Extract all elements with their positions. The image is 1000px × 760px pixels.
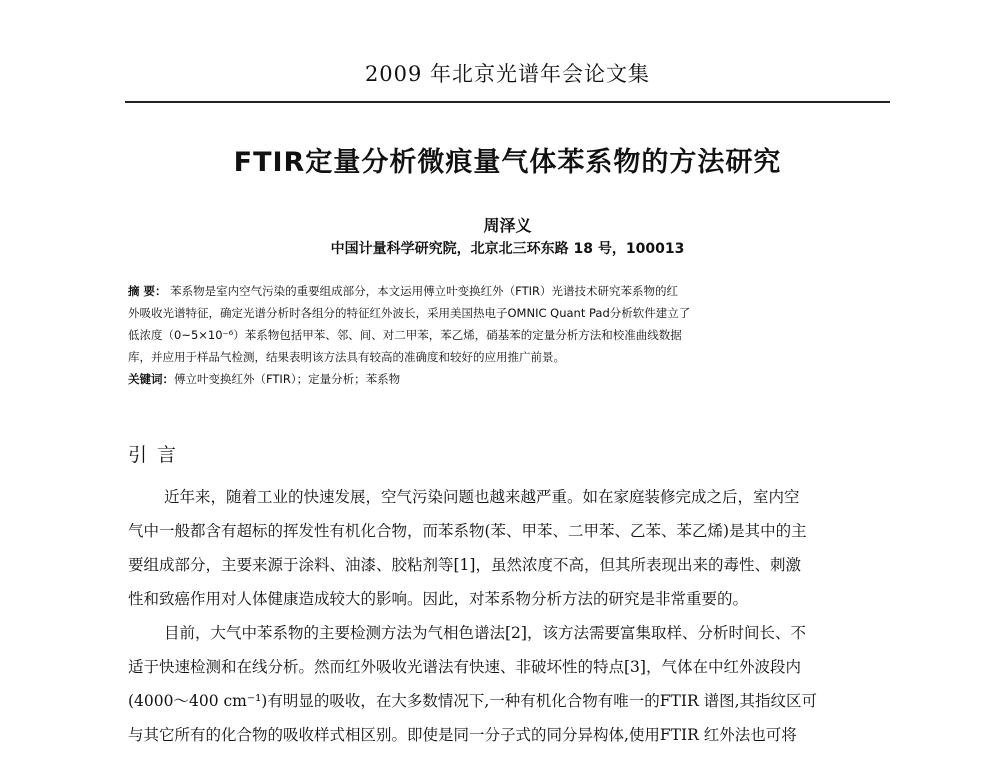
section-heading-intro: 引 言 <box>128 444 179 466</box>
running-header: 2009 年北京光谱年会论文集 <box>364 62 651 86</box>
keywords-text: 傅立叶变换红外（FTIR）；定量分析；苯系物 <box>174 372 401 386</box>
body-line: 性和致癌作用对人体健康造成较大的影响。因此，对苯系物分析方法的研究是非常重要的。 <box>128 590 749 608</box>
body-line: 要组成部分，主要来源于涂料、油漆、胶粘剂等[1]，虽然浓度不高，但其所表现出来的毒性、刺激 <box>128 556 801 574</box>
abstract-line: 外吸收光谱特征，确定光谱分析时各组分的特征红外波长，采用美国热电子OMNIC Quant Pad分析软件建立了 <box>128 306 691 320</box>
keywords-line <box>128 368 863 390</box>
author-affiliation: 中国计量科学研究院，北京北三环东路 18 号，100013 <box>330 241 685 257</box>
body-line: 与其它所有的化合物的吸收样式相区别。即使是同一分子式的同分异构体,使用FTIR 红外法也可将 <box>128 726 797 744</box>
header-rule <box>125 101 890 103</box>
abstract-line: 库，并应用于样品气检测，结果表明该方法具有较高的准确度和较好的应用推广前景。 <box>128 350 565 364</box>
body-line: 目前，大气中苯系物的主要检测方法为气相色谱法[2]，该方法需要富集取样、分析时间长、不 <box>164 624 806 642</box>
paper-title: FTIR定量分析微痕量气体苯系物的方法研究 <box>233 147 782 178</box>
abstract-line: 低浓度（0~5×10⁻⁶）苯系物包括甲苯、邻、间、对二甲苯，苯乙烯，硝基苯的定量分析方法和校准曲线数据 <box>128 328 682 342</box>
abstract-label: 摘 要： <box>128 284 167 298</box>
abstract-line <box>128 280 863 302</box>
intro-body <box>128 480 893 752</box>
keywords-label: 关键词： <box>128 372 174 386</box>
abstract <box>128 280 863 390</box>
body-line: 气中一般都含有超标的挥发性有机化合物，而苯系物(苯、甲苯、二甲苯、乙苯、苯乙烯)是其中的主 <box>128 522 807 540</box>
abstract-text: 苯系物是室内空气污染的重要组成部分，本文运用傅立叶变换红外（FTIR）光谱技术研究苯系物的红 <box>170 284 678 298</box>
body-line: 适于快速检测和在线分析。然而红外吸收光谱法有快速、非破坏性的特点[3]，气体在中红外波段内 <box>128 658 801 676</box>
author-name: 周泽义 <box>483 216 532 235</box>
body-line: 近年来，随着工业的快速发展，空气污染问题也越来越严重。如在家庭装修完成之后，室内空 <box>164 488 800 506</box>
body-line: (4000～400 cm⁻¹)有明显的吸收，在大多数情况下,一种有机化合物有唯一的FTIR 谱图,其指纹区可 <box>128 692 817 710</box>
